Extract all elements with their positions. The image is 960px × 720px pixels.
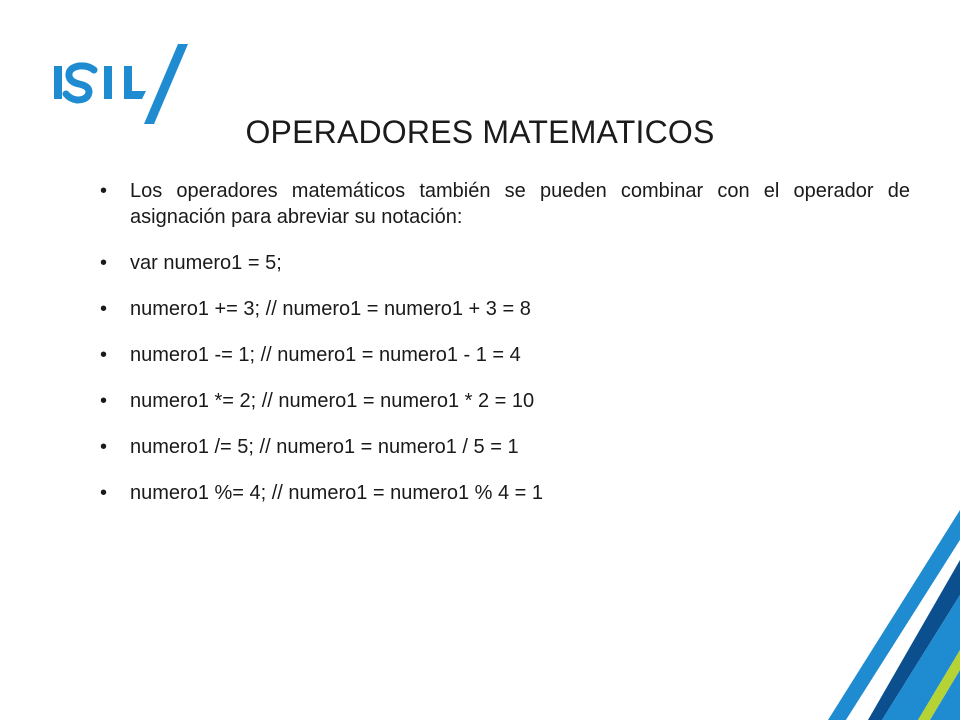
- bullet-dot: •: [100, 298, 108, 320]
- list-item: [100, 250, 910, 276]
- bullet-text: Los operadores matemáticos también se pueden combinar con el operador de asignación para abreviar su notación:: [130, 180, 910, 228]
- bullet-text: numero1 -= 1; // numero1 = numero1 - 1 = 4: [130, 344, 521, 366]
- bullet-dot: •: [100, 390, 108, 412]
- bullet-dot: •: [100, 180, 108, 202]
- list-item: [100, 296, 910, 322]
- bullet-text: numero1 %= 4; // numero1 = numero1 % 4 = 1: [130, 482, 544, 504]
- bullet-dot: •: [100, 252, 108, 274]
- slide-title: OPERADORES MATEMATICOS: [245, 114, 715, 150]
- bullet-text: numero1 += 3; // numero1 = numero1 + 3 = 8: [130, 298, 531, 320]
- bullet-dot: •: [100, 436, 108, 458]
- list-item: [100, 480, 910, 506]
- bullet-text: numero1 *= 2; // numero1 = numero1 * 2 = 10: [130, 390, 535, 412]
- bullet-dot: •: [100, 482, 108, 504]
- bullet-text: numero1 /= 5; // numero1 = numero1 / 5 = 1: [130, 436, 519, 458]
- list-item: [100, 434, 910, 460]
- list-item: [100, 388, 910, 414]
- bullet-dot: •: [100, 344, 108, 366]
- list-item: [100, 178, 910, 230]
- bullet-list: [100, 178, 910, 506]
- list-item: [100, 342, 910, 368]
- corner-stripes-decoration: [820, 500, 960, 720]
- bullet-text: var numero1 = 5;: [130, 252, 282, 274]
